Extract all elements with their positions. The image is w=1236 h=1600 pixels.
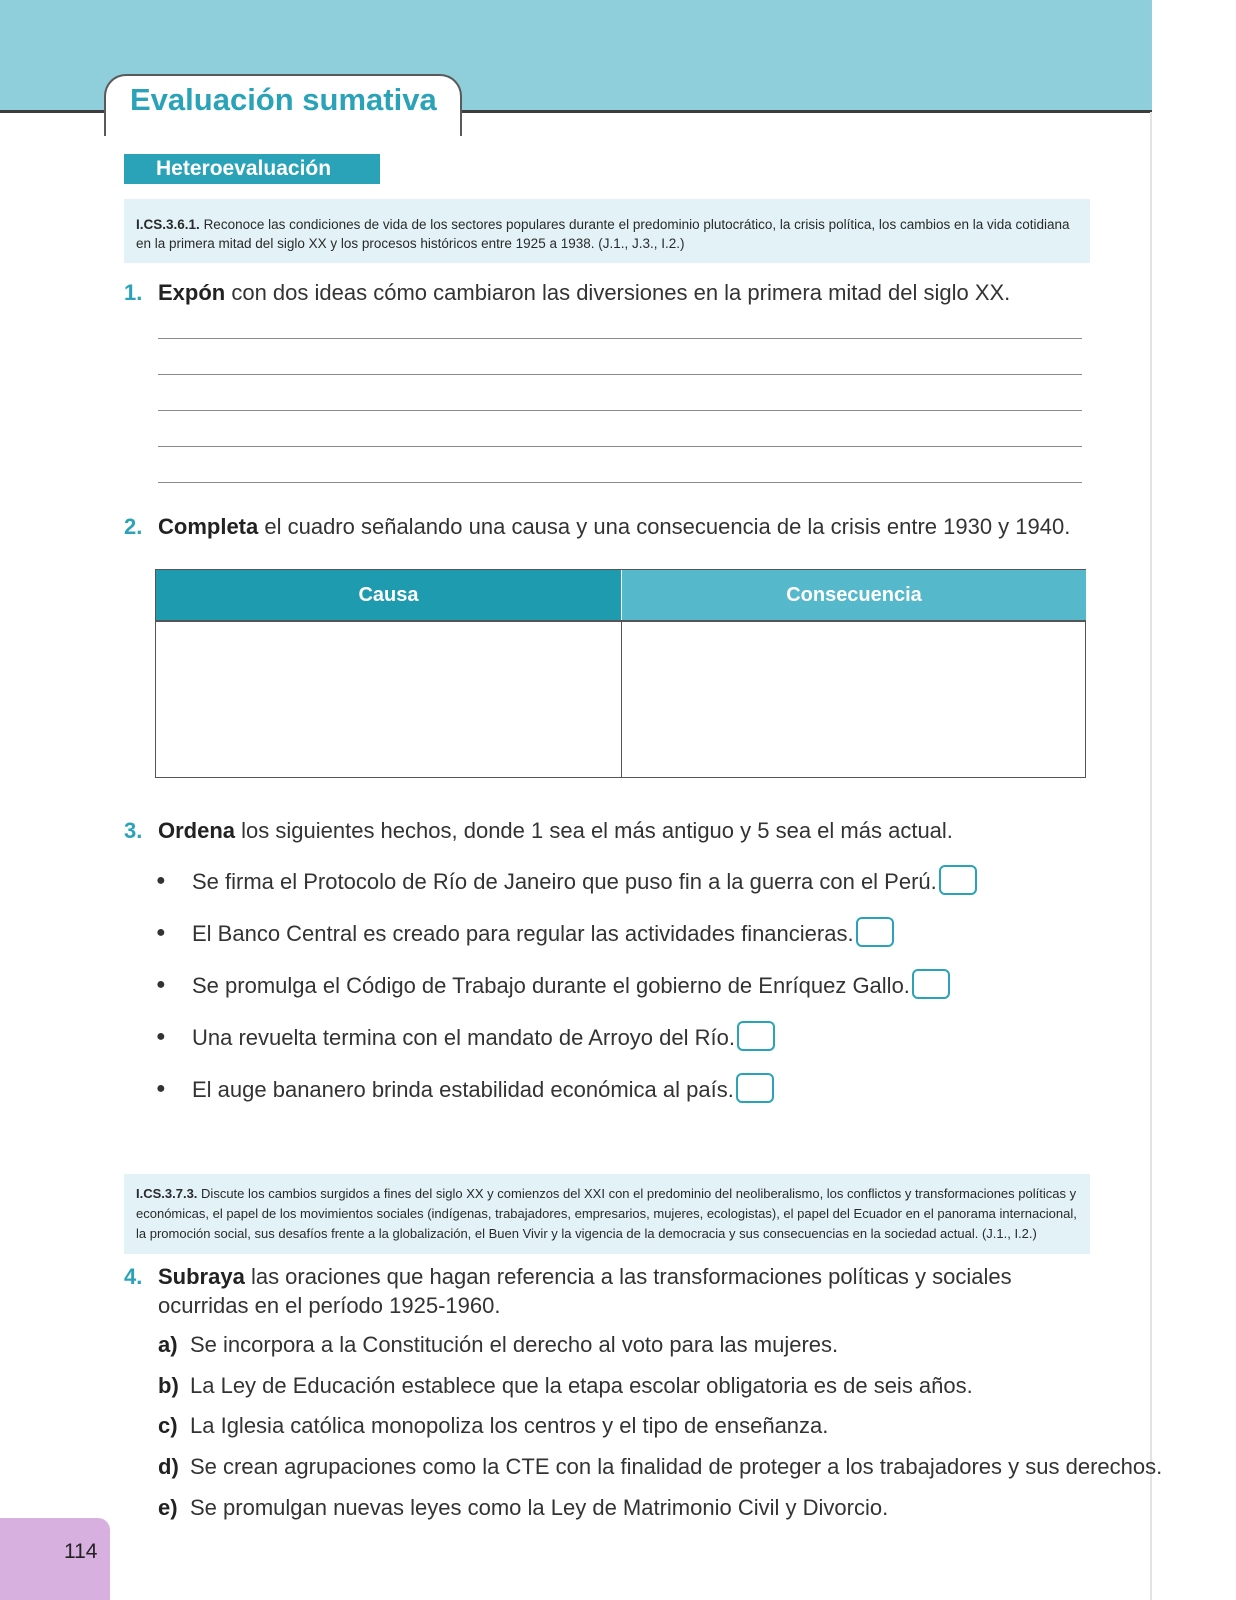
option-a[interactable] — [158, 1332, 838, 1358]
bullet-icon: ● — [156, 1080, 166, 1097]
option-letter: d) — [158, 1454, 179, 1479]
option-text: Se incorpora a la Constitución el derecho al voto para las mujeres. — [190, 1332, 839, 1357]
order-input-box[interactable] — [737, 1021, 775, 1051]
bullet-icon: ● — [156, 872, 166, 889]
option-letter: e) — [158, 1495, 178, 1520]
option-letter: a) — [158, 1332, 178, 1357]
cause-consequence-table — [155, 569, 1086, 778]
list-item — [156, 868, 977, 898]
option-text: Se promulgan nuevas leyes como la Ley de Matrimonio Civil y Divorcio. — [190, 1495, 889, 1520]
page-number-tab — [0, 1518, 110, 1600]
bullet-icon: ● — [156, 924, 166, 941]
option-e[interactable] — [158, 1495, 888, 1521]
indicator-box-1 — [124, 199, 1090, 263]
option-text: Se crean agrupaciones como la CTE con la finalidad de proteger a los trabajadores y sus derechos. — [190, 1454, 1163, 1479]
question-verb: Ordena — [158, 818, 236, 843]
question-text: los siguientes hechos, donde 1 sea el más antiguo y 5 sea el más actual. — [235, 818, 953, 843]
order-input-box[interactable] — [856, 917, 894, 947]
list-item — [156, 1024, 775, 1054]
question-verb: Subraya — [158, 1264, 245, 1289]
question-body — [158, 1262, 1094, 1320]
list-item-text: El auge bananero brinda estabilidad económica al país. — [192, 1076, 734, 1102]
question-verb: Completa — [158, 514, 259, 539]
bullet-icon: ● — [156, 1028, 166, 1045]
table-header-causa: Causa — [156, 570, 621, 620]
page-edge — [1150, 112, 1152, 1600]
indicator-text: Reconoce las condiciones de vida de los sectores populares durante el predominio plutocrático, la crisis política, los cambios en la vida cotidiana en la primera mitad del siglo XX y los procesos históricos entre 1925 a 1938. (J.1., J.3., I.2.) — [136, 217, 1070, 251]
table-header-consecuencia: Consecuencia — [622, 570, 1086, 620]
list-item-text: El Banco Central es creado para regular las actividades financieras. — [192, 920, 854, 946]
list-item — [156, 1076, 774, 1106]
list-item — [156, 972, 950, 1002]
list-item-text: Se firma el Protocolo de Río de Janeiro que puso fin a la guerra con el Perú. — [192, 868, 937, 894]
question-number: 1. — [124, 280, 143, 305]
list-item — [156, 920, 894, 950]
question-number: 4. — [124, 1264, 143, 1289]
question-text: las oraciones que hagan referencia a las transformaciones políticas y sociales ocurridas en el período 1925-1960. — [158, 1264, 1012, 1318]
option-letter: c) — [158, 1413, 178, 1438]
header-tab — [104, 74, 462, 136]
table-cell-causa[interactable] — [156, 622, 622, 777]
page-number: 114 — [64, 1540, 98, 1563]
indicator-text: Discute los cambios surgidos a fines del siglo XX y comienzos del XXI con el predominio del neoliberalismo, los conflictos y transformaciones políticas y económicas, el papel de los movimientos sociales (indígenas, trabajadores, empresarios, mujeres, ecologistas), el papel del Ecuador en el panorama internacional, la promoción social, sus desafíos frente a la globalización, el Buen Vivir y la vigencia de la democracia y sus consecuencias en la sociedad actual. (J.1., I.2.) — [136, 1186, 1077, 1241]
question-number: 2. — [124, 514, 143, 539]
page-title: Evaluación sumativa — [130, 82, 437, 117]
section-banner: Heteroevaluación — [124, 154, 380, 184]
list-item-text: Una revuelta termina con el mandato de Arroyo del Río. — [192, 1024, 735, 1050]
answer-line[interactable] — [158, 482, 1082, 483]
answer-line[interactable] — [158, 410, 1082, 411]
option-letter: b) — [158, 1373, 179, 1398]
option-b[interactable] — [158, 1373, 973, 1399]
question-3 — [124, 818, 953, 844]
table-cell-consecuencia[interactable] — [622, 622, 1085, 777]
option-d[interactable] — [158, 1454, 1162, 1480]
order-input-box[interactable] — [939, 865, 977, 895]
option-text: La Ley de Educación establece que la etapa escolar obligatoria es de seis años. — [190, 1373, 973, 1398]
question-4 — [124, 1262, 1094, 1320]
option-text: La Iglesia católica monopoliza los centros y el tipo de enseñanza. — [190, 1413, 829, 1438]
order-input-box[interactable] — [736, 1073, 774, 1103]
question-2 — [124, 514, 1070, 540]
indicator-box-2 — [124, 1174, 1090, 1254]
list-item-text: Se promulga el Código de Trabajo durante el gobierno de Enríquez Gallo. — [192, 972, 910, 998]
question-text: con dos ideas cómo cambiaron las diversiones en la primera mitad del siglo XX. — [225, 280, 1011, 305]
question-1 — [124, 280, 1010, 306]
indicator-code: I.CS.3.7.3. — [136, 1186, 198, 1201]
answer-line[interactable] — [158, 338, 1082, 339]
option-c[interactable] — [158, 1413, 828, 1439]
question-number: 3. — [124, 818, 143, 843]
question-text: el cuadro señalando una causa y una consecuencia de la crisis entre 1930 y 1940. — [258, 514, 1071, 539]
question-verb: Expón — [158, 280, 226, 305]
order-input-box[interactable] — [912, 969, 950, 999]
indicator-code: I.CS.3.6.1. — [136, 217, 200, 232]
answer-line[interactable] — [158, 374, 1082, 375]
answer-line[interactable] — [158, 446, 1082, 447]
bullet-icon: ● — [156, 976, 166, 993]
